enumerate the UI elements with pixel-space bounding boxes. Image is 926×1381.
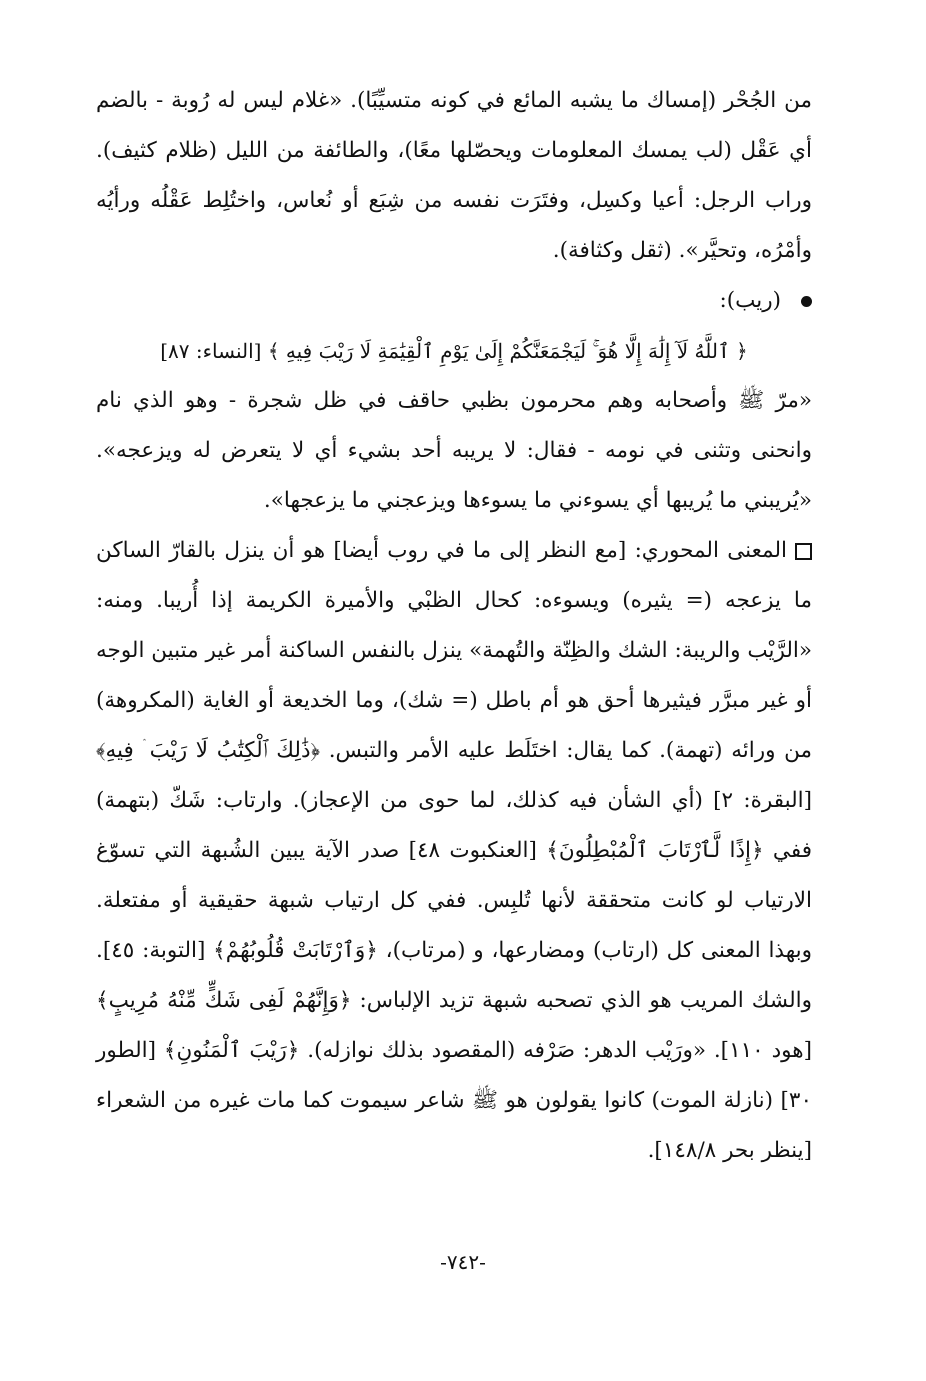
bullet-icon	[801, 296, 812, 307]
square-box-icon	[795, 543, 812, 560]
intro-paragraph: من الجُحْر (إمساك ما يشبه المائع في كونه متسيِّبًا). «غلام ليس له رُوبة - بالضم أي عَقْل (لب يمسك المعلومات ويحصّلها معًا)، والطائفة من الليل (ظلام كثيف). وراب الرجل: أعيا وكسِل، وفتَرَت نفسه من شِبَع أو نُعاس، واختُلِط عَقْلُه ورأيُه وأمْرُه، وتحيَّر». (ثقل وكثافة).	[96, 88, 812, 263]
hadith-paragraph: «مرّ ﷺ وأصحابه وهم محرمون بظبي حاقف في ظل شجرة - وهو الذي نام وانحنى وتثنى في نومه - فقال: لا يريبه أحد بشيء أي لا يتعرض له ويزعجه». «يُريبني ما يُريبها أي يسوءني ما يسوءها ويزعجني ما يزعجها».	[96, 388, 812, 513]
central-meaning-text: المعنى المحوري: [مع النظر إلى ما في روب أيضا] هو أن ينزل بالقارّ الساكن ما يزعجه (= يثيره) ويسوءه: كحال الظبْي والأميرة الكريمة إذا أُريبا. ومنه: «الرَّيْب والريبة: الشك والظِنّة والتُهمة» ينزل بالنفس الساكنة أمر غير متبين الوجه أو غير مبرَّر فيثيرها أحق هو أم باطل (= شك)، وما الخديعة أو الغاية (المكروهة) من ورائه (تهمة). كما يقال: اختَلَط عليه الأمر والتبس. ﴿ذَٰلِكَ ٱلْكِتَٰبُ لَا رَيْبَ ۛ فِيهِ﴾ [البقرة: ٢] (أي الشأن فيه كذلك، لما حوى من الإعجاز). وارتاب: شَكّ (بتهمة) ففي ﴿إِذًا لَّٱرْتَابَ ٱلْمُبْطِلُونَ﴾ [العنكبوت ٤٨] صدر الآية يبين الشُبهة التي تسوّغ الارتياب لو كانت متحققة لأنها تُلبِس. ففي كل ارتياب شبهة حقيقية أو مفتعلة. وبهذا المعنى كل (ارتاب) ومضارعها، و (مرتاب)، ﴿وَٱرْتَابَتْ قُلُوبُهُمْ﴾ [التوبة: ٤٥]. والشك المريب هو الذي تصحبه شبهة تزيد الإلباس: ﴿وَإِنَّهُمْ لَفِى شَكٍّ مِّنْهُ مُرِيبٍ﴾ [هود ١١٠]. «ورَيْب الدهر: صَرْفه (المقصود بذلك نوازله). ﴿رَيْبَ ٱلْمَنُونِ﴾ [الطور ٣٠] (نازلة الموت) كانوا يقولون هو ﷺ شاعر سيموت كما مات غيره من الشعراء [ينظر بحر ١٤٨/٨].	[96, 538, 813, 1163]
page-body	[96, 76, 812, 1176]
entry-heading: (ريب):	[719, 288, 781, 313]
quran-verse: ﴿ ٱللَّهُ لَآ إِلَٰهَ إِلَّا هُوَ ۚ لَيَجْمَعَنَّكُمْ إِلَىٰ يَوْمِ ٱلْقِيَٰمَةِ لَا رَيْبَ فِيهِ ﴾ [النساء: ٨٧]	[160, 339, 748, 363]
page-number: -٧٤٢-	[440, 1250, 486, 1274]
entry-heading-row	[96, 276, 812, 326]
central-meaning-paragraph	[96, 526, 812, 1176]
